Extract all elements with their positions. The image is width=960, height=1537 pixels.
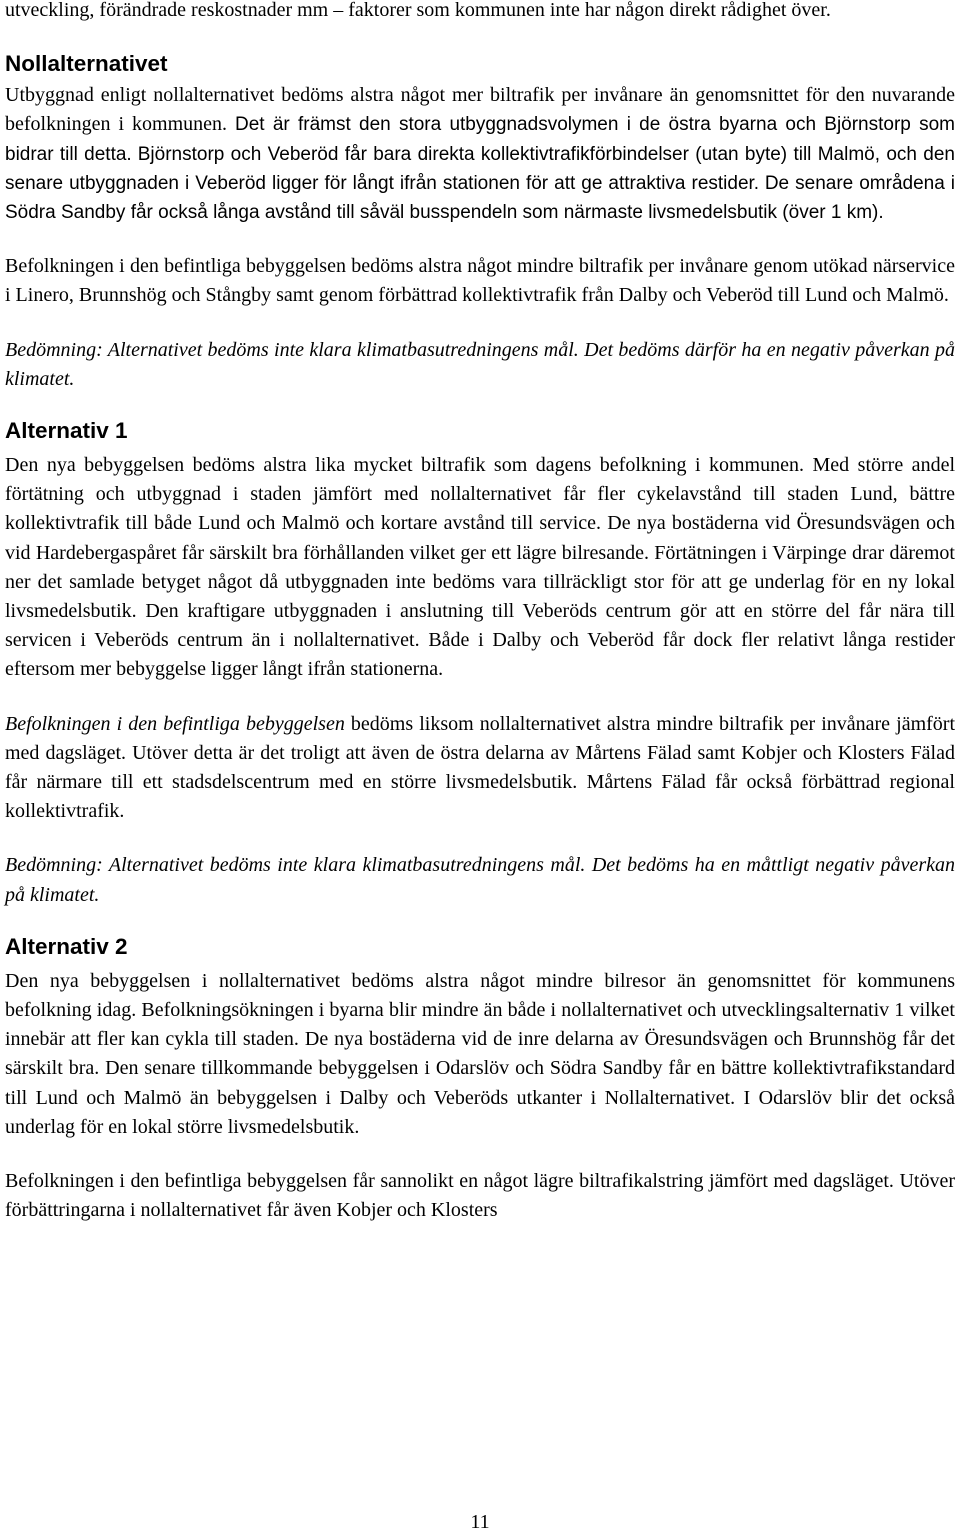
alternativ1-paragraph-1 bbox=[5, 451, 955, 685]
heading-alternativ-1: Alternativ 1 bbox=[5, 418, 128, 444]
nollalternativet-assessment bbox=[5, 336, 955, 394]
nollalternativet-p1-s4: De senare områdena i Södra Sandby får också långa avstånd till såväl busspendeln som närmaste livsmedelsbutik (över 1 km). bbox=[5, 172, 956, 224]
page-number: 11 bbox=[470, 1511, 490, 1533]
nollalternativet-assessment-text: Bedömning: Alternativet bedöms inte klara klimatbasutredningens mål. Det bedöms därför ha en negativ påverkan på klimatet. bbox=[5, 338, 955, 390]
alternativ1-paragraph-2 bbox=[5, 710, 955, 827]
document-page bbox=[5, 0, 955, 1226]
nollalternativet-p1-s1: Utbyggnad enligt nollalternativet bedöms alstra något mer biltrafik per invånare än genomsnittet för den nuvarande befolkningen i kommunen. bbox=[5, 84, 955, 136]
alternativ2-paragraph-2: Befolkningen i den befintliga bebyggelsen får sannolikt en något lägre biltrafikalstring jämfört med dagsläget. Utöver förbättringarna i nollalternativet får även Kobjer och Klosters bbox=[5, 1170, 955, 1222]
nollalternativet-p1-s3: Björnstorp och Veberöd får bara direkta kollektivtrafikförbindelser (utan byte) till Malmö, och den senare utbyggnaden i Veberöd ligger för långt ifrån stationen för att ge attraktiva restider. bbox=[5, 143, 955, 194]
intro-paragraph: utveckling, förändrade reskostnader mm – faktorer som kommunen inte har någon direkt rådighet över. bbox=[5, 0, 831, 21]
alternativ1-p1-s2: Med större andel förtätning och utbyggnad i staden jämfört med nollalternativet får fler cykelavstånd till staden Lund, bättre kollektivtrafik till både Lund och Malmö och kortare avstånd till service. De nya bostäderna vid Öresundsvägen och vid Hardebergaspåret får särskilt bra förhållanden vilket ger ett lägre bilresande. Förtätningen i Värpinge drar däremot ner det samlade betyget något då utbyggnaden inte bedöms vara tillräckligt stor för att ge underlag för en ny lokal livsmedelsbutik. Den kraftigare utbyggnaden i anslutning till Veberöds centrum gör att en större del får nära till servicen i Veberöds centrum än i nollalternativet. Både i Dalby och Veberöd får dock fler relativt långa restider eftersom mer bebyggelse ligger långt ifrån stationerna. bbox=[5, 454, 955, 681]
nollalternativet-p1-s2: Det är främst den stora utbyggnadsvolymen i de östra byarna och Björnstorp som bidrar till detta. bbox=[5, 114, 956, 165]
alternativ1-p2-rest: bedöms liksom nollalternativet alstra mindre biltrafik per invånare jämfört med dagsläget. Utöver detta är det troligt att även de östra delarna av Mårtens Fälad samt Kobjer och Klosters Fälad får närmare till ett stadsdelscentrum med en större livsmedelsbutik. Mårtens Fälad får också förbättrad regional kollektivtrafik. bbox=[5, 712, 956, 823]
alternativ1-assessment bbox=[5, 851, 955, 909]
alternativ1-p2-lead: Befolkningen i den befintliga bebyggelsen bbox=[5, 712, 345, 735]
heading-alternativ-2: Alternativ 2 bbox=[5, 933, 128, 959]
heading-nollalternativet: Nollalternativet bbox=[5, 51, 168, 77]
nollalternativet-paragraph-1 bbox=[5, 81, 955, 227]
alternativ1-assessment-text: Bedömning: Alternativet bedöms inte klara klimatbasutredningens mål. Det bedöms ha en måttligt negativ påverkan på klimatet. bbox=[5, 854, 955, 906]
alternativ2-paragraph-1: Den nya bebyggelsen i nollalternativet bedöms alstra något mindre bilresor än genomsnittet för kommunens befolkning idag. Befolkningsökningen i byarna blir mindre än både i nollalternativet och utvecklingsalternativ 1 vilket innebär att fler kan cykla till staden. De nya bostäderna vid de inre delarna av Öresundsvägen och Brunnshög får det särskilt bra. Den senare tillkommande bebyggelsen i Odarslöv och Södra Sandby får en bättre kollektivtrafikstandard till Lund och Malmö än bebyggelsen i Dalby och Veberöds utkanter i Nollalternativet. I Odarslöv blir det också underlag för en lokal större livsmedelsbutik. bbox=[5, 969, 955, 1138]
alternativ1-p1-s1: Den nya bebyggelsen bedöms alstra lika mycket biltrafik som dagens befolkning i kommunen. bbox=[5, 454, 804, 477]
nollalternativet-paragraph-2: Befolkningen i den befintliga bebyggelsen bedöms alstra något mindre biltrafik per invånare genom utökad närservice i Linero, Brunnshög och Stångby samt genom förbättrad kollektivtrafik från Dalby och Veberöd till Lund och Malmö. bbox=[5, 255, 955, 307]
